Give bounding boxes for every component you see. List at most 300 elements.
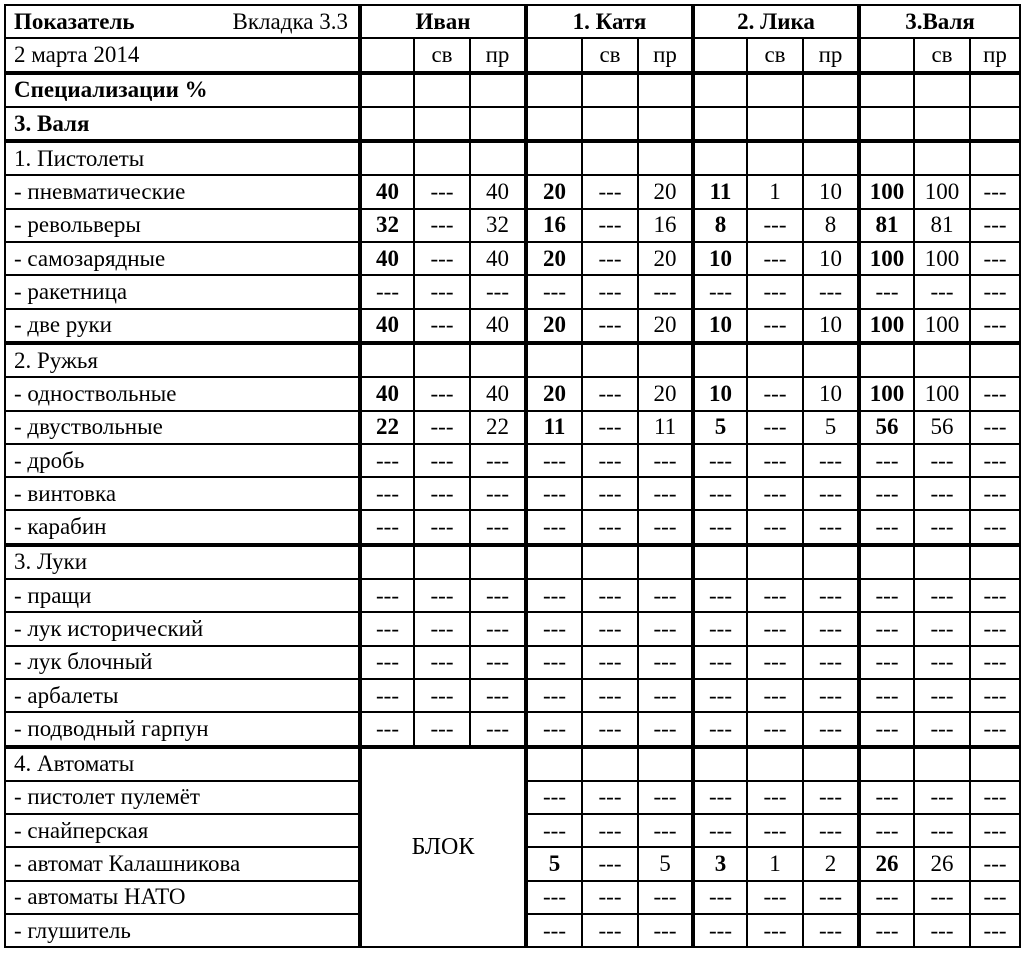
value-cell: ---: [470, 712, 526, 746]
value-cell: ---: [803, 612, 859, 645]
value-cell: 1: [747, 847, 803, 880]
value-cell: [526, 545, 582, 579]
value-cell: 20: [526, 175, 582, 208]
value-cell: ---: [582, 612, 638, 645]
value-cell: [582, 141, 638, 175]
value-cell: 100: [914, 175, 970, 208]
value-cell: ---: [970, 444, 1020, 477]
value-cell: ---: [970, 679, 1020, 712]
value-cell: ---: [803, 510, 859, 544]
value-cell: ---: [803, 781, 859, 814]
value-cell: 100: [859, 242, 914, 275]
value-cell: [859, 747, 914, 781]
value-cell: ---: [970, 579, 1020, 612]
value-cell: ---: [693, 781, 747, 814]
row-label: - автоматы НАТО: [5, 881, 360, 914]
table-row: [5, 510, 1020, 544]
value-cell: [859, 141, 914, 175]
value-cell: [414, 141, 470, 175]
value-cell: ---: [914, 444, 970, 477]
value-cell: ---: [582, 309, 638, 343]
value-cell: ---: [970, 814, 1020, 847]
value-cell: ---: [414, 377, 470, 410]
value-cell: ---: [526, 510, 582, 544]
value-cell: ---: [693, 510, 747, 544]
table-row: [5, 712, 1020, 746]
value-cell: ---: [859, 612, 914, 645]
value-cell: ---: [970, 510, 1020, 544]
row-label: - револьверы: [5, 209, 360, 242]
value-cell: ---: [582, 377, 638, 410]
value-cell: [693, 747, 747, 781]
value-cell: [859, 343, 914, 377]
value-cell: ---: [638, 646, 693, 679]
value-cell: ---: [970, 612, 1020, 645]
value-cell: [470, 343, 526, 377]
table-row: [5, 612, 1020, 645]
value-cell: ---: [859, 781, 914, 814]
value-cell: 32: [360, 209, 414, 242]
value-cell: ---: [414, 444, 470, 477]
value-cell: 5: [693, 411, 747, 444]
value-cell: [360, 73, 414, 107]
value-cell: ---: [747, 579, 803, 612]
value-cell: 10: [803, 242, 859, 275]
value-cell: ---: [803, 914, 859, 947]
value-cell: ---: [526, 477, 582, 510]
value-cell: 10: [803, 309, 859, 343]
row-label: - винтовка: [5, 477, 360, 510]
value-cell: ---: [970, 377, 1020, 410]
value-cell: ---: [526, 781, 582, 814]
value-cell: [747, 343, 803, 377]
table-row: [5, 242, 1020, 275]
value-cell: ---: [360, 579, 414, 612]
value-cell: 40: [470, 309, 526, 343]
table-row: [5, 579, 1020, 612]
value-cell: ---: [747, 881, 803, 914]
value-cell: [693, 545, 747, 579]
report-date: 2 марта 2014: [5, 38, 360, 72]
row-label: - пневматические: [5, 175, 360, 208]
value-cell: ---: [803, 712, 859, 746]
value-cell: ---: [582, 444, 638, 477]
row-label: 3. Валя: [5, 107, 360, 141]
value-cell: [914, 545, 970, 579]
value-cell: ---: [970, 914, 1020, 947]
value-cell: 5: [638, 847, 693, 880]
value-cell: [914, 107, 970, 141]
value-cell: ---: [747, 377, 803, 410]
value-cell: [970, 73, 1020, 107]
value-cell: ---: [859, 275, 914, 308]
value-cell: 20: [526, 242, 582, 275]
value-cell: ---: [470, 646, 526, 679]
value-cell: [803, 73, 859, 107]
value-cell: ---: [859, 712, 914, 746]
value-cell: [638, 545, 693, 579]
value-cell: ---: [414, 579, 470, 612]
value-cell: ---: [914, 712, 970, 746]
row-label: Специализации %: [5, 73, 360, 107]
value-cell: [970, 107, 1020, 141]
value-cell: [526, 107, 582, 141]
value-cell: ---: [470, 275, 526, 308]
value-cell: 11: [693, 175, 747, 208]
value-cell: ---: [970, 309, 1020, 343]
table-row: [5, 377, 1020, 410]
value-cell: 11: [638, 411, 693, 444]
value-cell: ---: [638, 612, 693, 645]
value-cell: ---: [526, 275, 582, 308]
indicator-title: Показатель: [14, 8, 135, 34]
value-cell: ---: [970, 881, 1020, 914]
value-cell: ---: [638, 275, 693, 308]
value-cell: ---: [414, 646, 470, 679]
value-cell: ---: [414, 411, 470, 444]
value-cell: ---: [747, 781, 803, 814]
value-cell: 40: [360, 377, 414, 410]
table-row: [5, 309, 1020, 343]
value-cell: 1: [747, 175, 803, 208]
value-cell: 20: [526, 309, 582, 343]
value-cell: ---: [747, 712, 803, 746]
value-cell: [803, 545, 859, 579]
value-cell: ---: [360, 679, 414, 712]
value-cell: [747, 747, 803, 781]
value-cell: 40: [360, 242, 414, 275]
value-cell: ---: [859, 881, 914, 914]
value-cell: ---: [970, 477, 1020, 510]
value-cell: ---: [526, 612, 582, 645]
group-header-katya: 1. Катя: [526, 5, 693, 38]
value-cell: [914, 747, 970, 781]
value-cell: ---: [747, 209, 803, 242]
value-cell: [638, 73, 693, 107]
row-label: - лук блочный: [5, 646, 360, 679]
value-cell: ---: [526, 646, 582, 679]
value-cell: ---: [638, 444, 693, 477]
table-row: [5, 141, 1020, 175]
value-cell: ---: [803, 444, 859, 477]
value-cell: ---: [582, 679, 638, 712]
value-cell: 40: [470, 377, 526, 410]
row-label: - дробь: [5, 444, 360, 477]
value-cell: 81: [859, 209, 914, 242]
value-cell: 11: [526, 411, 582, 444]
value-cell: [970, 747, 1020, 781]
value-cell: 100: [859, 175, 914, 208]
value-cell: ---: [526, 579, 582, 612]
value-cell: [638, 343, 693, 377]
value-cell: 5: [803, 411, 859, 444]
specialization-table: [4, 4, 1021, 948]
row-label: 1. Пистолеты: [5, 141, 360, 175]
value-cell: [582, 343, 638, 377]
value-cell: ---: [693, 914, 747, 947]
value-cell: 16: [526, 209, 582, 242]
value-cell: ---: [638, 712, 693, 746]
value-cell: ---: [414, 242, 470, 275]
value-cell: ---: [914, 814, 970, 847]
value-cell: ---: [803, 477, 859, 510]
value-cell: ---: [414, 712, 470, 746]
value-cell: [526, 343, 582, 377]
value-cell: 2: [803, 847, 859, 880]
value-cell: 26: [859, 847, 914, 880]
value-cell: 40: [470, 242, 526, 275]
value-cell: 100: [859, 377, 914, 410]
value-cell: 100: [859, 309, 914, 343]
value-cell: [747, 141, 803, 175]
value-cell: 20: [638, 377, 693, 410]
value-cell: ---: [360, 275, 414, 308]
row-label: - карабин: [5, 510, 360, 544]
value-cell: [360, 107, 414, 141]
value-cell: [970, 343, 1020, 377]
value-cell: [414, 343, 470, 377]
value-cell: ---: [747, 444, 803, 477]
value-cell: ---: [747, 612, 803, 645]
value-cell: ---: [803, 579, 859, 612]
table-row: [5, 679, 1020, 712]
value-cell: 5: [526, 847, 582, 880]
value-cell: [747, 107, 803, 141]
value-cell: [914, 141, 970, 175]
value-cell: ---: [360, 646, 414, 679]
value-cell: ---: [360, 612, 414, 645]
tab-label: Вкладка 3.3: [232, 8, 348, 34]
value-cell: ---: [859, 679, 914, 712]
value-cell: ---: [582, 881, 638, 914]
value-cell: [360, 141, 414, 175]
value-cell: ---: [638, 579, 693, 612]
value-cell: ---: [693, 712, 747, 746]
group-header-ivan: Иван: [360, 5, 526, 38]
value-cell: ---: [582, 847, 638, 880]
table-row: [5, 107, 1020, 141]
row-label: - глушитель: [5, 914, 360, 947]
value-cell: ---: [859, 477, 914, 510]
value-cell: [582, 73, 638, 107]
value-cell: ---: [970, 847, 1020, 880]
value-cell: 100: [914, 309, 970, 343]
value-cell: [638, 107, 693, 141]
value-cell: [747, 545, 803, 579]
value-cell: 20: [638, 242, 693, 275]
value-cell: ---: [914, 477, 970, 510]
row-label: - автомат Калашникова: [5, 847, 360, 880]
value-cell: ---: [747, 646, 803, 679]
table-row: [5, 73, 1020, 107]
header-row-groups: [5, 5, 1020, 38]
value-cell: ---: [914, 679, 970, 712]
value-cell: [803, 107, 859, 141]
value-cell: ---: [638, 679, 693, 712]
value-cell: ---: [638, 781, 693, 814]
value-cell: ---: [970, 712, 1020, 746]
value-cell: ---: [638, 510, 693, 544]
value-cell: ---: [582, 477, 638, 510]
value-cell: ---: [803, 679, 859, 712]
value-cell: ---: [970, 175, 1020, 208]
value-cell: ---: [970, 242, 1020, 275]
table-row: [5, 411, 1020, 444]
sub-header-pr: пр: [970, 38, 1020, 72]
value-cell: [803, 747, 859, 781]
value-cell: [582, 107, 638, 141]
value-cell: ---: [914, 781, 970, 814]
value-cell: [693, 343, 747, 377]
value-cell: ---: [914, 881, 970, 914]
value-cell: ---: [747, 477, 803, 510]
value-cell: 26: [914, 847, 970, 880]
value-cell: [693, 107, 747, 141]
value-cell: [859, 107, 914, 141]
sub-header-total: [360, 38, 414, 72]
sub-header-total: [859, 38, 914, 72]
value-cell: ---: [914, 646, 970, 679]
value-cell: [526, 747, 582, 781]
value-cell: 40: [360, 175, 414, 208]
value-cell: ---: [470, 679, 526, 712]
value-cell: 100: [914, 377, 970, 410]
value-cell: ---: [414, 175, 470, 208]
row-label: - пистолет пулемёт: [5, 781, 360, 814]
value-cell: ---: [414, 477, 470, 510]
value-cell: [360, 545, 414, 579]
value-cell: ---: [693, 814, 747, 847]
row-label: 2. Ружья: [5, 343, 360, 377]
value-cell: [970, 545, 1020, 579]
table-row: [5, 747, 1020, 781]
value-cell: ---: [914, 510, 970, 544]
value-cell: ---: [914, 612, 970, 645]
value-cell: 56: [914, 411, 970, 444]
sub-header-pr: пр: [470, 38, 526, 72]
value-cell: [582, 545, 638, 579]
value-cell: [693, 141, 747, 175]
value-cell: [414, 73, 470, 107]
value-cell: ---: [582, 175, 638, 208]
value-cell: ---: [693, 275, 747, 308]
value-cell: [859, 73, 914, 107]
value-cell: ---: [859, 914, 914, 947]
sub-header-pr: пр: [638, 38, 693, 72]
value-cell: 10: [803, 175, 859, 208]
value-cell: ---: [414, 209, 470, 242]
value-cell: ---: [747, 309, 803, 343]
value-cell: 16: [638, 209, 693, 242]
value-cell: ---: [803, 814, 859, 847]
row-label: - лук исторический: [5, 612, 360, 645]
value-cell: [638, 141, 693, 175]
value-cell: [470, 141, 526, 175]
value-cell: ---: [582, 510, 638, 544]
value-cell: ---: [582, 242, 638, 275]
value-cell: ---: [582, 646, 638, 679]
value-cell: ---: [747, 679, 803, 712]
value-cell: ---: [747, 914, 803, 947]
value-cell: [914, 343, 970, 377]
value-cell: 40: [470, 175, 526, 208]
value-cell: ---: [360, 444, 414, 477]
group-header-lika: 2. Лика: [693, 5, 859, 38]
value-cell: ---: [693, 612, 747, 645]
value-cell: 8: [693, 209, 747, 242]
value-cell: ---: [360, 477, 414, 510]
table-row: [5, 477, 1020, 510]
table-row: [5, 175, 1020, 208]
value-cell: ---: [970, 646, 1020, 679]
block-cell: БЛОК: [360, 747, 526, 948]
value-cell: ---: [582, 781, 638, 814]
value-cell: ---: [693, 679, 747, 712]
row-label: - пращи: [5, 579, 360, 612]
value-cell: [693, 73, 747, 107]
value-cell: [470, 73, 526, 107]
value-cell: ---: [747, 242, 803, 275]
value-cell: ---: [582, 579, 638, 612]
value-cell: [582, 747, 638, 781]
value-cell: ---: [414, 510, 470, 544]
value-cell: ---: [582, 712, 638, 746]
row-label: - подводный гарпун: [5, 712, 360, 746]
row-label: - самозарядные: [5, 242, 360, 275]
value-cell: ---: [638, 477, 693, 510]
value-cell: 20: [638, 309, 693, 343]
value-cell: 22: [360, 411, 414, 444]
value-cell: ---: [803, 881, 859, 914]
value-cell: ---: [470, 477, 526, 510]
sub-header-sv: св: [582, 38, 638, 72]
value-cell: ---: [803, 646, 859, 679]
value-cell: ---: [526, 814, 582, 847]
value-cell: [414, 107, 470, 141]
value-cell: ---: [638, 914, 693, 947]
value-cell: ---: [970, 781, 1020, 814]
value-cell: ---: [693, 646, 747, 679]
value-cell: ---: [526, 444, 582, 477]
value-cell: ---: [693, 477, 747, 510]
value-cell: ---: [693, 444, 747, 477]
sub-header-total: [693, 38, 747, 72]
row-label: - арбалеты: [5, 679, 360, 712]
value-cell: 56: [859, 411, 914, 444]
table-row: [5, 444, 1020, 477]
sub-header-sv: св: [914, 38, 970, 72]
value-cell: 3: [693, 847, 747, 880]
value-cell: ---: [914, 579, 970, 612]
value-cell: [970, 141, 1020, 175]
value-cell: ---: [747, 814, 803, 847]
sub-header-pr: пр: [803, 38, 859, 72]
header-row-sub: [5, 38, 1020, 72]
value-cell: ---: [747, 411, 803, 444]
value-cell: ---: [470, 444, 526, 477]
value-cell: ---: [526, 881, 582, 914]
value-cell: 40: [360, 309, 414, 343]
value-cell: ---: [582, 275, 638, 308]
value-cell: ---: [526, 679, 582, 712]
value-cell: 10: [693, 242, 747, 275]
value-cell: ---: [470, 612, 526, 645]
value-cell: 22: [470, 411, 526, 444]
value-cell: ---: [693, 881, 747, 914]
value-cell: ---: [470, 579, 526, 612]
value-cell: ---: [638, 814, 693, 847]
value-cell: 81: [914, 209, 970, 242]
